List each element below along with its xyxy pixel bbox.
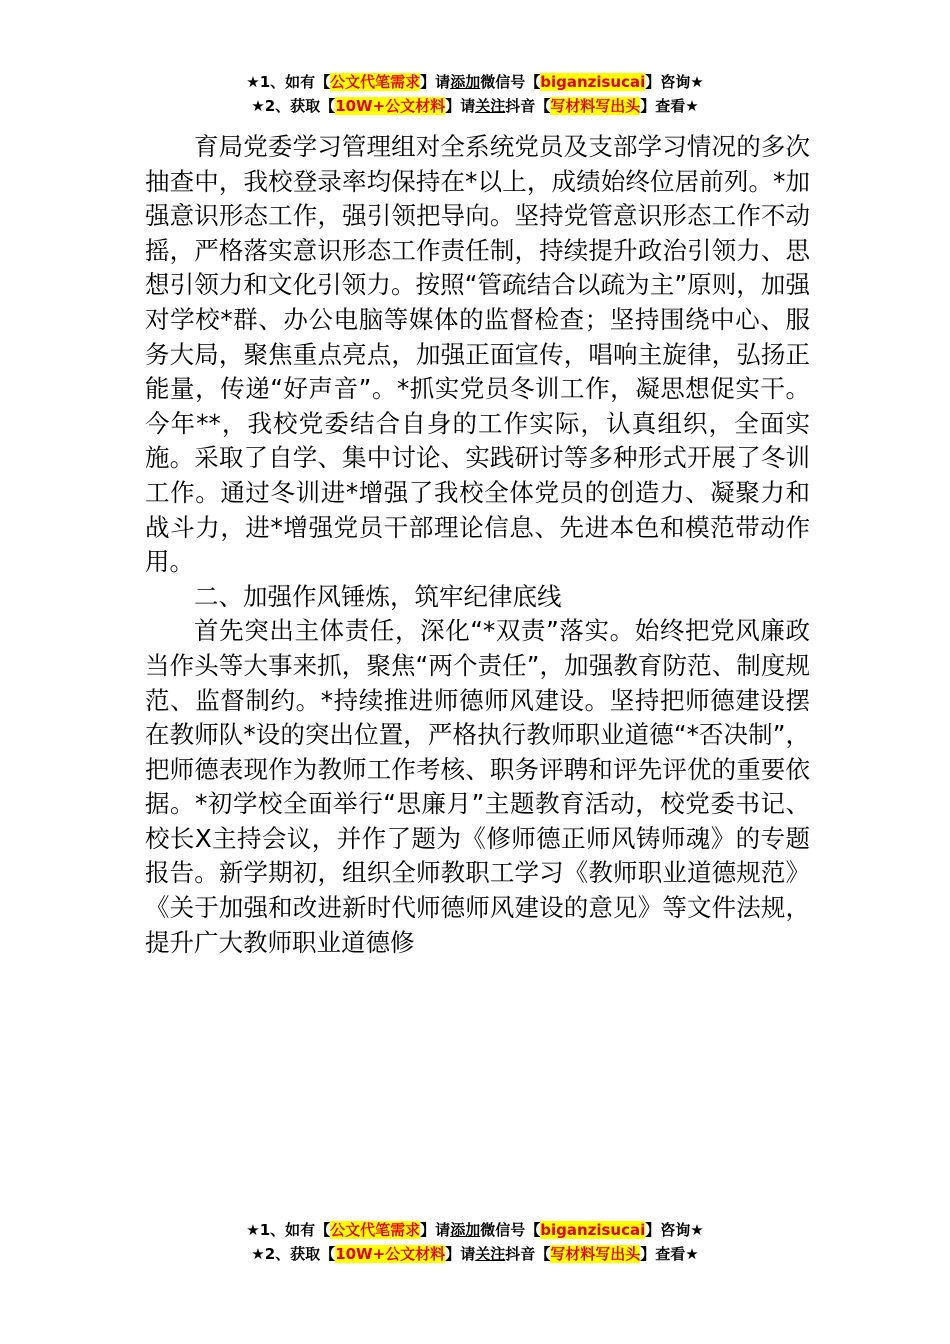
header-banner [0, 70, 950, 118]
banner-line-1 [0, 1218, 950, 1242]
paragraph-2: 首先突出主体责任，深化“*双责”落实。始终把党风廉政当作头等大事来抓，聚焦“两个责任”，加强教育防范、制度规范、监督制约。*持续推进师德师风建设。坚持把师德建设摆在教师队*设的突出位置，严格执行教师职业道德“*否决制”，把师德表现作为教师工作考核、职务评聘和评先评优的重要依据。*初学校全面举行“思廉月”主题教育活动，校党委书记、校长X主持会议，并作了题为《修师德正师风铸师魂》的专题报告。新学期初，组织全师教职工学习《教师职业道德规范》《关于加强和改进新时代师德师风建设的意见》等文件法规，提升广大教师职业道德修 [145, 616, 810, 957]
banner-highlight: biganzisucai [540, 1221, 646, 1239]
banner-highlight: 公文代笔需求 [330, 73, 421, 91]
banner-text: 】请 [445, 1245, 476, 1263]
banner-highlight: 10W+公文材料 [335, 97, 446, 115]
paragraph-1: 育局党委学习管理组对全系统党员及支部学习情况的多次抽查中，我校登录率均保持在*以上，成绩始终位居前列。*加强意识形态工作，强引领把导向。坚持党管意识形态工作不动摇，严格落实意识形态工作责任制，持续提升政治引领力、思想引领力和文化引领力。按照“管疏结合以疏为主”原则，加强对学校*群、办公电脑等媒体的监督检查；坚持围绕中心、服务大局，聚焦重点亮点，加强正面宣传，唱响主旋律，弘扬正能量，传递“好声音”。*抓实党员冬训工作，凝思想促实干。今年**，我校党委结合自身的工作实际，认真组织，全面实施。采取了自学、集中讨论、实践研讨等多种形式开展了冬训工作。通过冬训进*增强了我校全体党员的创造力、凝聚力和战斗力，进*增强党员干部理论信息、先进本色和模范带动作用。 [145, 132, 810, 577]
banner-highlight: 写材料写出头 [550, 97, 641, 115]
banner-text: 】请 [445, 97, 476, 115]
banner-highlight: 写材料写出头 [550, 1245, 641, 1263]
banner-text: 微信号【 [480, 1221, 541, 1239]
banner-highlight: 10W+公文材料 [335, 1245, 446, 1263]
banner-text: ★1、如有【 [246, 1221, 331, 1239]
banner-text: 抖音【 [505, 1245, 551, 1263]
banner-line-1 [0, 70, 950, 94]
banner-text: 抖音【 [505, 97, 551, 115]
banner-text: 】请 [420, 1221, 451, 1239]
banner-underline: 关注 [475, 97, 506, 115]
banner-text: 微信号【 [480, 73, 541, 91]
banner-text: 】查看★ [640, 1245, 699, 1263]
banner-text: 】请 [420, 73, 451, 91]
banner-text: ★1、如有【 [246, 73, 331, 91]
banner-text: ★2、获取【 [251, 97, 336, 115]
banner-line-2 [0, 94, 950, 118]
banner-line-2 [0, 1242, 950, 1266]
banner-text: 】咨询★ [645, 73, 704, 91]
footer-banner [0, 1218, 950, 1266]
banner-underline: 关注 [475, 1245, 506, 1263]
banner-highlight: biganzisucai [540, 73, 646, 91]
document-body [145, 130, 810, 960]
banner-text: ★2、获取【 [251, 1245, 336, 1263]
banner-highlight: 公文代笔需求 [330, 1221, 421, 1239]
banner-text: 】查看★ [640, 97, 699, 115]
banner-underline: 添加 [450, 1221, 481, 1239]
banner-text: 】咨询★ [645, 1221, 704, 1239]
section-heading-2: 二、加强作风锤炼，筑牢纪律底线 [194, 581, 562, 611]
banner-underline: 添加 [450, 73, 481, 91]
